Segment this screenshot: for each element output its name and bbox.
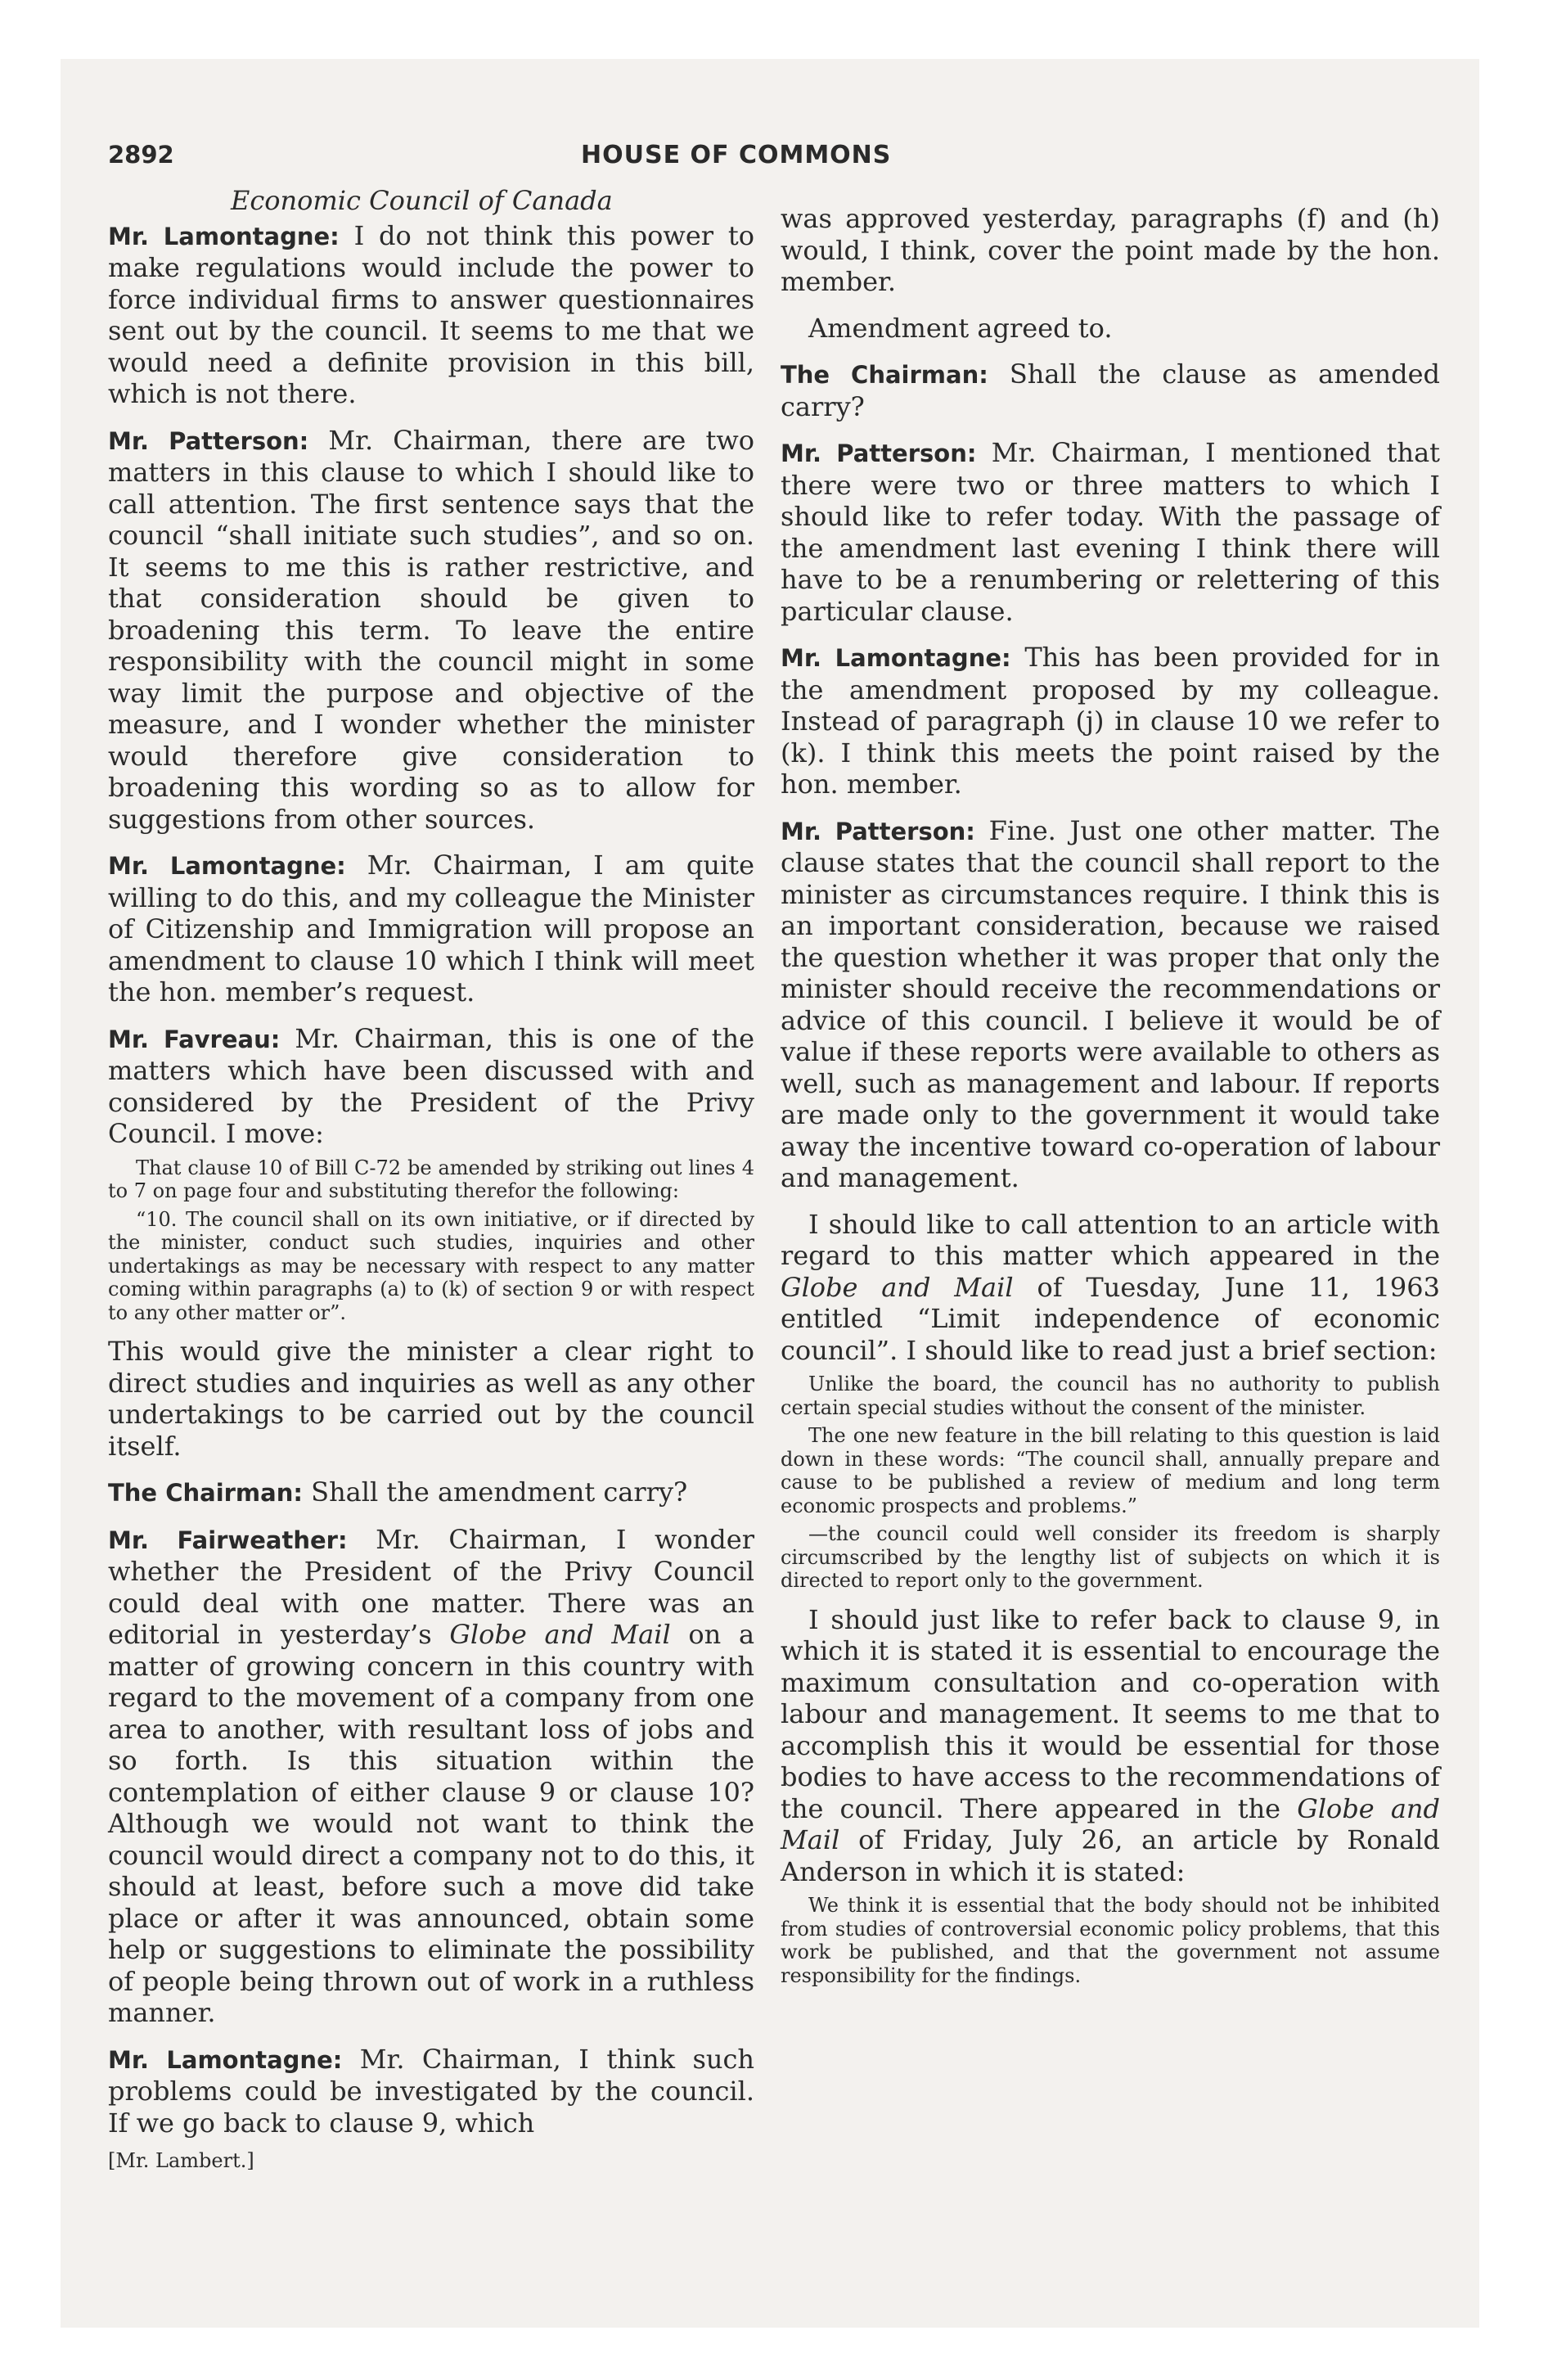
- speaker-name: The Chairman:: [108, 1479, 303, 1507]
- paragraph-text: was approved yesterday, paragraphs (f) and (h) would, I think, cover the point made by the hon. member.: [781, 203, 1440, 297]
- paragraph-text: of Tuesday, June 11, 1963 entitled “Limit independence of economic council”. I should like to read just a brief section:: [781, 1271, 1441, 1366]
- speaker-name: The Chairman:: [781, 361, 988, 389]
- quote-text: We think it is essential that the body should not be inhibited from studies of controversial economic policy problems, that this work be published, and that the government not assume responsibility for the findings.: [781, 1894, 1440, 1987]
- paragraph: [108, 1336, 754, 1462]
- paragraph: [108, 850, 754, 1008]
- quote-text: That clause 10 of Bill C-72 be amended by striking out lines 4 to 7 on page four and substituting therefor the following:: [108, 1156, 754, 1202]
- quote-text: “10. The council shall on its own initiative, or if directed by the minister, conduct such studies, inquiries and other undertakings as may be necessary with respect to any matter coming within paragraphs (a) to (k) of section 9 or with respect to any other matter or”.: [108, 1207, 754, 1324]
- speaker-name: Mr. Lamontagne:: [108, 222, 340, 250]
- newspaper-quote: [781, 1373, 1440, 1593]
- quote-text: The one new feature in the bill relating to this question is laid down in these words: “The council shall, annually prepare and cause to be published a review of medium and long term economic prospects and problems.”: [781, 1424, 1440, 1517]
- page-number: 2892: [108, 141, 174, 169]
- speaker-name: Mr. Patterson:: [781, 439, 977, 467]
- paragraph-text: I should like to call attention to an article with regard to this matter which appeared in the: [781, 1208, 1440, 1271]
- paragraph: [781, 1604, 1440, 1888]
- speaker-name: Mr. Fairweather:: [108, 1526, 348, 1554]
- paragraph: [781, 358, 1440, 422]
- paragraph-text: Fine. Just one other matter. The clause states that the council shall report to the minister as circumstances require. I think this is an important consideration, because we raised the question whether it was proper that only the minister should receive the recommendations or advice of this council. I believe it would be of value if these reports were available to others as well, such as management and labour. If reports are made only to the government it would take away the incentive toward co-operation of labour and management.: [781, 814, 1441, 1193]
- paragraph-text: Shall the clause as amended carry?: [781, 358, 1441, 422]
- paragraph-text: Mr. Chairman, this is one of the matters which have been discussed with and considered by the President of the Privy Council. I move:: [108, 1022, 755, 1149]
- paragraph: [781, 437, 1440, 627]
- paragraph: [108, 220, 754, 410]
- speaker-name: Mr. Favreau:: [108, 1025, 281, 1053]
- paragraph: [781, 1209, 1440, 1367]
- speaker-name: Mr. Patterson:: [108, 426, 309, 455]
- paragraph-text: on a matter of growing concern in this country with regard to the movement of a company from one area to another, with resultant loss of jobs and so forth. Is this situation within the contemplation of either clause 9 or clause 10? Although we would not want to think the council would direct a company not to do this, it should at least, before such a move did take place or after it was announced, obtain some help or suggestions to eliminate the possibility of people being thrown out of work in a ruthless manner.: [108, 1619, 755, 2028]
- paragraph: [781, 815, 1440, 1194]
- paragraph: [781, 642, 1440, 800]
- newspaper-title: Globe and Mail: [781, 1271, 1014, 1303]
- paragraph-text: Mr. Chairman, I think such problems could be investigated by the council. If we go back to clause 9, which: [108, 2043, 755, 2139]
- paragraph-text: Amendment agreed to.: [808, 312, 1113, 344]
- speaker-name: Mr. Lamontagne:: [108, 852, 346, 880]
- paragraph: [108, 1476, 754, 1509]
- speaker-name: Mr. Patterson:: [781, 817, 975, 845]
- paragraph-text: This would give the minister a clear right to direct studies and inquiries as well as any other undertakings to be carried out by the council itself.: [108, 1336, 754, 1462]
- paragraph: [781, 313, 1440, 345]
- speaker-name: Mr. Lamontagne:: [781, 644, 1011, 672]
- running-head: Economic Council of Canada: [231, 185, 613, 216]
- paragraph-text: Mr. Chairman, I am quite willing to do this, and my colleague the Minister of Citizenship and Immigration will propose an amendment to clause 10 which I think will meet the hon. member’s request.: [108, 850, 755, 1007]
- paragraph-text: of Friday, July 26, an article by Ronald Anderson in which it is stated:: [781, 1824, 1441, 1887]
- quote-text: —the council could well consider its freedom is sharply circumscribed by the lengthy list of subjects on which it is directed to report only to the government.: [781, 1522, 1440, 1592]
- newspaper-title: Globe and Mail: [449, 1619, 671, 1650]
- paragraph: [108, 1023, 754, 1150]
- page-title: HOUSE OF COMMONS: [581, 141, 892, 169]
- paragraph: [108, 425, 754, 836]
- paragraph-text: I do not think this power to make regulations would include the power to force individual firms to answer questionnaires sent out by the council. It seems to me that we would need a definite provision in this bill, which is not there.: [108, 219, 755, 409]
- paragraph-text: Mr. Chairman, I mentioned that there were two or three matters to which I should like to refer today. With the passage of the amendment last evening I think there will have to be a renumbering or relettering of this particular clause.: [781, 437, 1441, 627]
- paragraph: [108, 1524, 754, 2029]
- paragraph-text: Mr. Chairman, I wonder whether the President of the Privy Council could deal with one matter. There was an editorial in yesterday’s: [108, 1523, 755, 1650]
- right-column: [781, 203, 1440, 1999]
- speaker-name: Mr. Lamontagne:: [108, 2045, 343, 2074]
- newspaper-quote: [781, 1894, 1440, 1987]
- paragraph: [108, 2044, 754, 2139]
- footer-note: [Mr. Lambert.]: [108, 2149, 254, 2172]
- paragraph-text: I should just like to refer back to clause 9, in which it is stated it is essential to encourage the maximum consultation and co-operation with labour and management. It seems to me that to accomplish this it would be essential for those bodies to have access to the recommendations of the council. There appeared in the: [781, 1603, 1440, 1824]
- paragraph-text: This has been provided for in the amendment proposed by my colleague. Instead of paragraph (j) in clause 10 we refer to (k). I think this meets the point raised by the hon. member.: [781, 642, 1441, 800]
- page-header: [108, 141, 1450, 182]
- quote-text: Unlike the board, the council has no authority to publish certain special studies without the consent of the minister.: [781, 1373, 1440, 1419]
- paragraph-text: Shall the amendment carry?: [311, 1476, 688, 1508]
- newspaper-title: Globe and Mail: [781, 1792, 1441, 1855]
- motion-quote: [108, 1156, 754, 1325]
- paragraph-text: Mr. Chairman, there are two matters in this clause to which I should like to call attention. The first sentence says that the council “shall initiate such studies”, and so on. It seems to me this is rather restrictive, and that consideration should be given to broadening this term. To leave the entire responsibility with the council might in some way limit the purpose and objective of the measure, and I wonder whether the minister would therefore give consideration to broadening this wording so as to allow for suggestions from other sources.: [108, 424, 755, 835]
- left-column: [108, 185, 754, 2177]
- paragraph: [781, 203, 1440, 298]
